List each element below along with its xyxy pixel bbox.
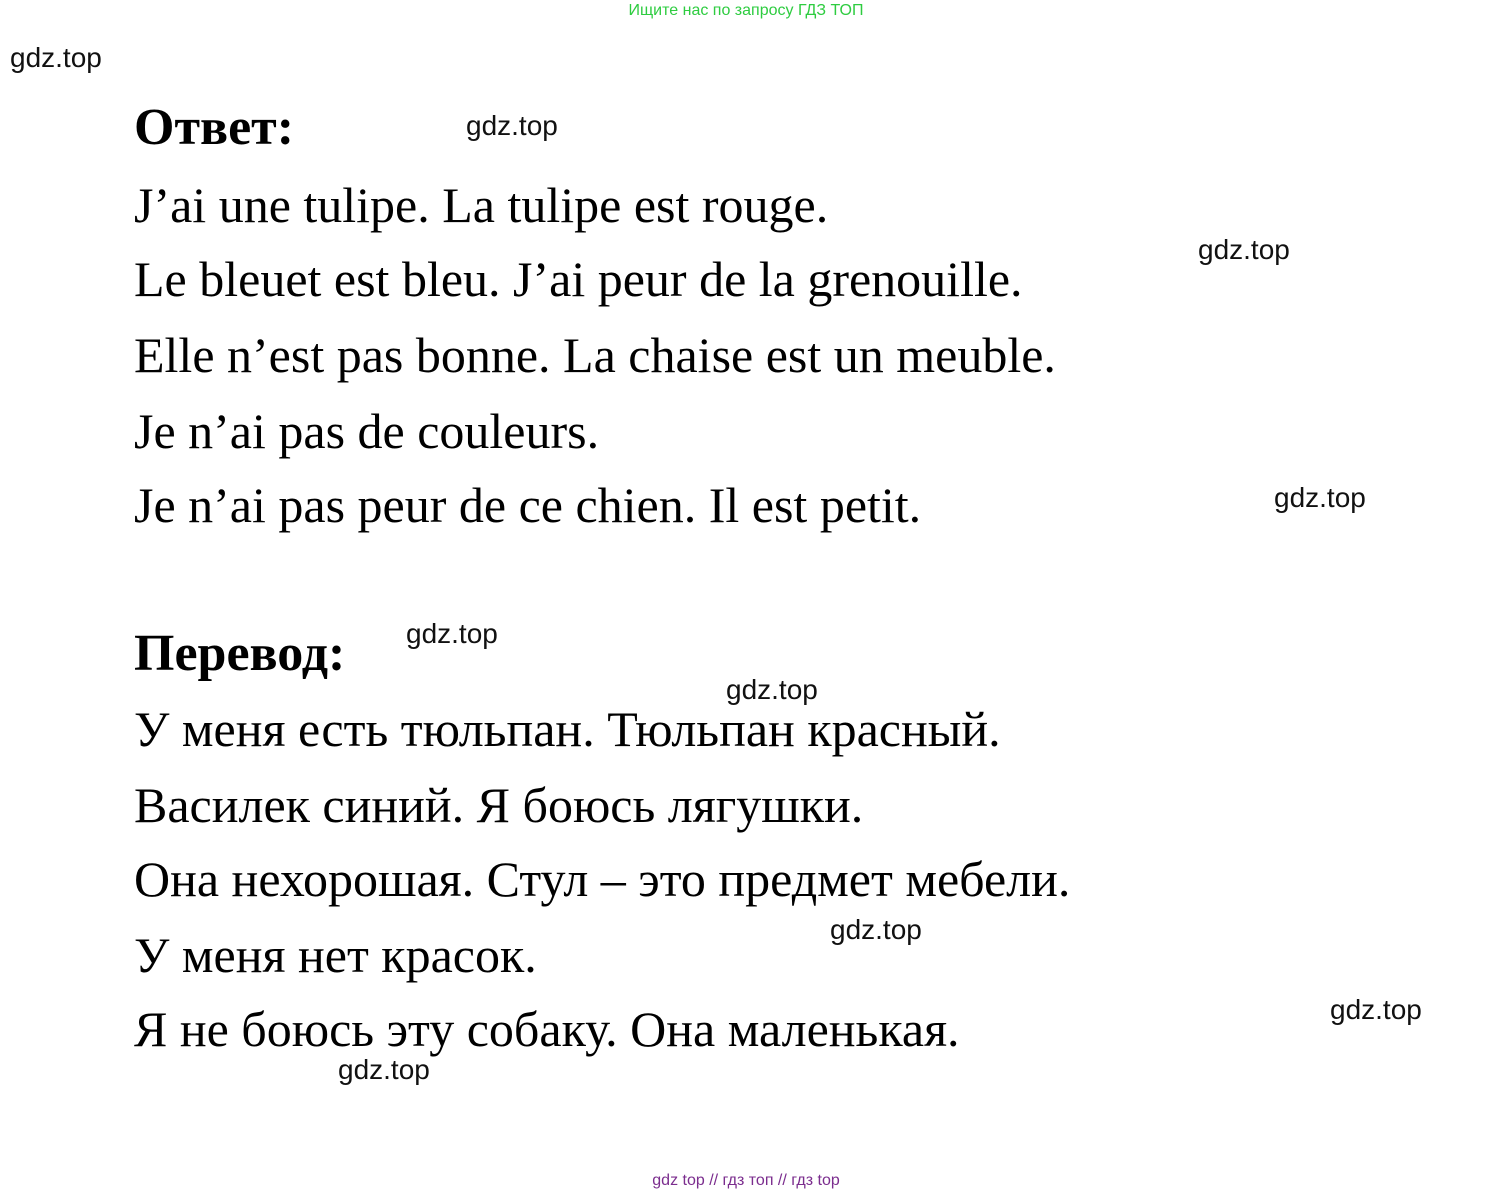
translation-line: У меня есть тюльпан. Тюльпан красный. xyxy=(134,701,1001,757)
search-banner: Ищите нас по запросу ГДЗ ТОП xyxy=(628,2,864,19)
translation-line: Она нехорошая. Стул – это предмет мебели. xyxy=(134,851,1071,907)
translation-line: Я не боюсь эту собаку. Она маленькая. xyxy=(134,1001,960,1057)
answer-line: Elle n’est pas bonne. La chaise est un meuble. xyxy=(134,327,1056,383)
watermark: gdz.top xyxy=(1198,234,1290,265)
footer-links: gdz top // гдз топ // гдз top xyxy=(652,1172,840,1189)
watermark: gdz.top xyxy=(726,674,818,705)
answer-line: J’ai une tulipe. La tulipe est rouge. xyxy=(134,177,829,233)
watermark: gdz.top xyxy=(1274,482,1366,513)
watermark: gdz.top xyxy=(338,1054,430,1085)
answer-line: Je n’ai pas de couleurs. xyxy=(134,403,600,459)
answer-heading: Ответ: xyxy=(134,99,295,156)
answer-line: Je n’ai pas peur de ce chien. Il est petit. xyxy=(134,477,922,533)
translation-heading: Перевод: xyxy=(134,625,346,682)
watermark: gdz.top xyxy=(406,618,498,649)
watermark: gdz.top xyxy=(830,914,922,945)
answer-line: Le bleuet est bleu. J’ai peur de la grenouille. xyxy=(134,251,1023,307)
watermark: gdz.top xyxy=(1330,994,1422,1025)
watermark: gdz.top xyxy=(10,42,102,73)
translation-line: Василек синий. Я боюсь лягушки. xyxy=(134,777,864,833)
translation-line: У меня нет красок. xyxy=(134,927,537,983)
watermark: gdz.top xyxy=(466,110,558,141)
